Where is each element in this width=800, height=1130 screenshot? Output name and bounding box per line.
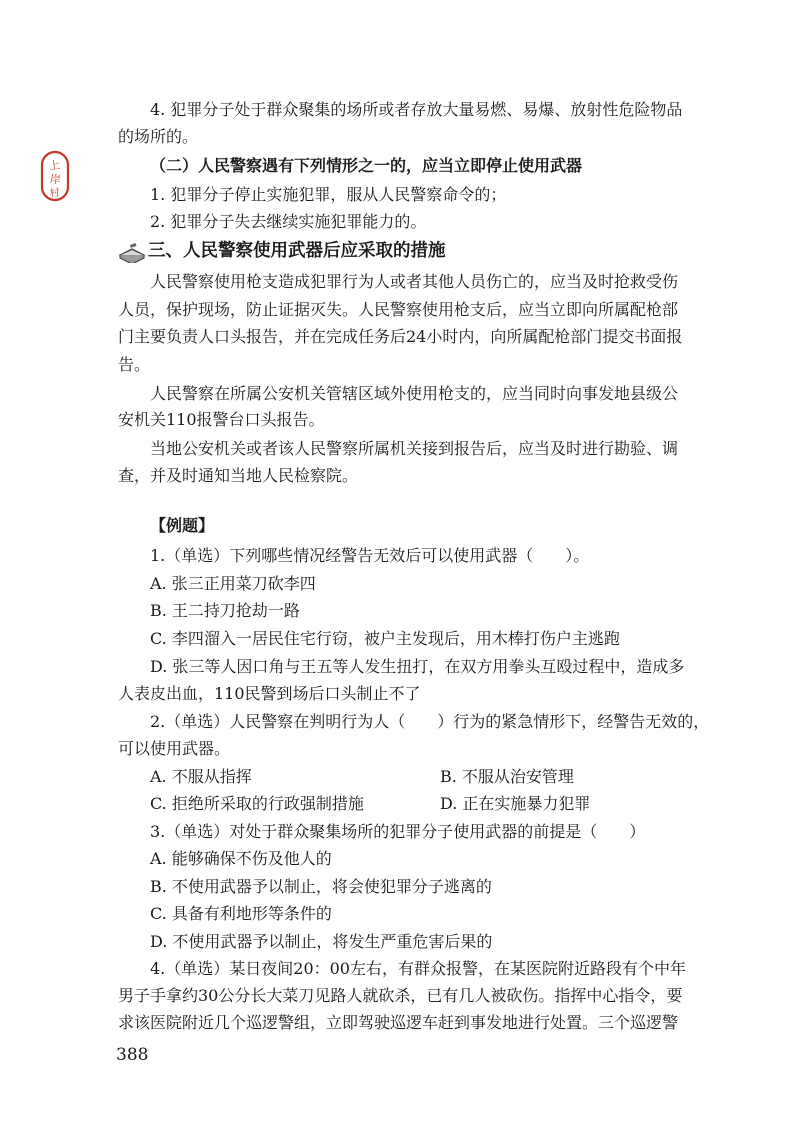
answer-option: C. 拒绝所采取的行政强制措施 bbox=[150, 794, 364, 813]
answer-option: D. 不使用武器予以制止，将发生严重危害后果的 bbox=[150, 932, 493, 951]
body-text-line: 2. 犯罪分子失去继续实施犯罪能力的。 bbox=[150, 212, 427, 231]
answer-option: 人表皮出血，110民警到场后口头制止不了 bbox=[118, 684, 421, 703]
answer-option: C. 具备有利地形等条件的 bbox=[150, 904, 332, 923]
body-text-line: 当地公安机关或者该人民警察所属机关接到报告后，应当及时进行勘验、调 bbox=[150, 439, 679, 458]
example-heading: 【例题】 bbox=[150, 516, 215, 535]
page-number: 388 bbox=[116, 1045, 149, 1065]
body-text-line: 人民警察在所属公安机关管辖区域外使用枪支的，应当同时向事发地县级公 bbox=[150, 384, 679, 403]
question-text: 2.（单选）人民警察在判明行为人（ ）行为的紧急情形下，经警告无效的， bbox=[150, 712, 710, 731]
question-text: 可以使用武器。 bbox=[118, 739, 231, 758]
body-text-line: 查，并及时通知当地人民检察院。 bbox=[118, 466, 359, 485]
question-text: 4.（单选）某日夜间20：00左右，有群众报警，在某医院附近路段有个中年 bbox=[150, 959, 686, 978]
body-text-line: 人民警察使用枪支造成犯罪行为人或者其他人员伤亡的，应当及时抢救受伤 bbox=[150, 272, 679, 291]
section-heading: 三、人民警察使用武器后应采取的措施 bbox=[148, 241, 446, 261]
book-icon bbox=[118, 241, 146, 263]
body-text-line: 安机关110报警台口头报告。 bbox=[118, 410, 325, 429]
question-text: 1.（单选）下列哪些情况经警告无效后可以使用武器（ ）。 bbox=[150, 546, 590, 565]
answer-option: A. 张三正用菜刀砍李四 bbox=[150, 574, 316, 593]
body-text-line: 人员，保护现场，防止证据灭失。人民警察使用枪支后，应当立即向所属配枪部 bbox=[118, 300, 679, 319]
answer-option: B. 王二持刀抢劫一路 bbox=[150, 601, 300, 620]
body-text-line: 门主要负责人口头报告，并在完成任务后24小时内，向所属配枪部门提交书面报 bbox=[118, 327, 683, 346]
answer-option: B. 不服从治安管理 bbox=[440, 767, 574, 786]
answer-option: D. 正在实施暴力犯罪 bbox=[440, 794, 591, 813]
question-text: 求该医院附近几个巡逻警组，立即驾驶巡逻车赶到事发地进行处置。三个巡逻警 bbox=[118, 1013, 679, 1032]
body-text-line: 4. 犯罪分子处于群众聚集的场所或者存放大量易燃、易爆、放射性危险物品 bbox=[150, 100, 683, 119]
answer-option: B. 不使用武器予以制止，将会使犯罪分子逃离的 bbox=[150, 877, 492, 896]
seal-stamp-icon bbox=[40, 150, 70, 202]
body-text-line: 的场所的。 bbox=[118, 127, 199, 146]
svg-text:上: 上 bbox=[48, 158, 61, 173]
question-text: 男子手拿约30公分长大菜刀见路人就砍杀，已有几人被砍伤。指挥中心指令，要 bbox=[118, 986, 683, 1005]
answer-option: A. 不服从指挥 bbox=[150, 767, 252, 786]
svg-text:村: 村 bbox=[49, 187, 61, 200]
answer-option: A. 能够确保不伤及他人的 bbox=[150, 849, 332, 868]
section-subheading: （二）人民警察遇有下列情形之一的，应当立即停止使用武器 bbox=[150, 156, 583, 175]
svg-text:岸: 岸 bbox=[49, 172, 62, 187]
answer-option: D. 张三等人因口角与王五等人发生扭打，在双方用拳头互殴过程中，造成多 bbox=[150, 657, 685, 676]
answer-option: C. 李四溜入一居民住宅行窃，被户主发现后，用木棒打伤户主逃跑 bbox=[150, 629, 620, 648]
body-text-line: 告。 bbox=[118, 355, 151, 374]
body-text-line: 1. 犯罪分子停止实施犯罪，服从人民警察命令的； bbox=[150, 185, 507, 204]
question-text: 3.（单选）对处于群众聚集场所的犯罪分子使用武器的前提是（ ） bbox=[150, 822, 646, 841]
